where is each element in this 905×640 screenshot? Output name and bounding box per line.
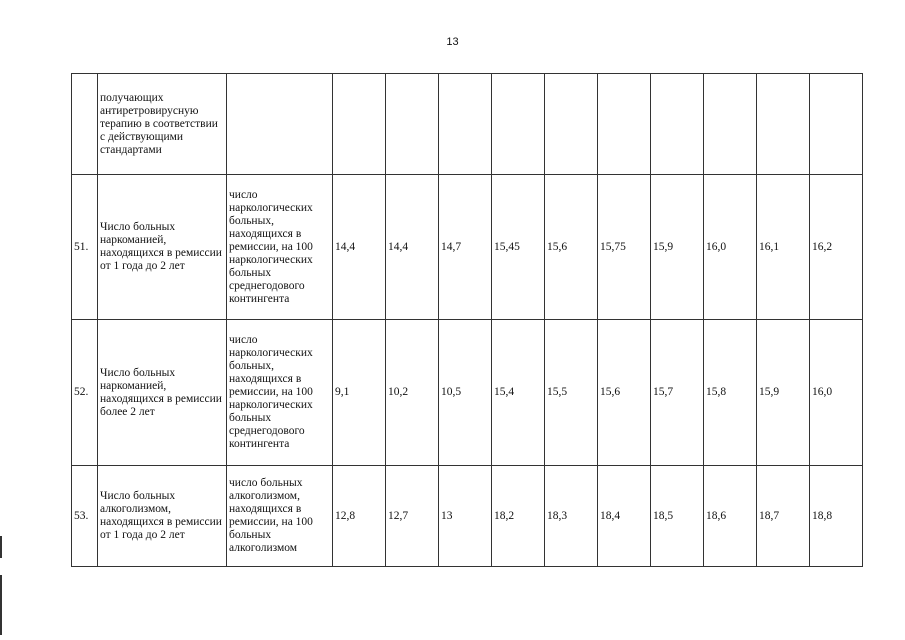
value-cell: 14,4 [333, 175, 386, 320]
value-cell: 12,8 [333, 466, 386, 567]
row-number: 51. [72, 175, 98, 320]
table-row [72, 175, 863, 320]
value-cell: 15,6 [598, 320, 651, 466]
value-cell: 13 [439, 466, 492, 567]
value-cell: 15,75 [598, 175, 651, 320]
value-cell: 18,5 [651, 466, 704, 567]
value-cell [545, 74, 598, 175]
value-cell: 15,7 [651, 320, 704, 466]
indicator-name: Число больных наркоманией, находящихся в ремиссии от 1 года до 2 лет [98, 175, 227, 320]
value-cell: 18,3 [545, 466, 598, 567]
value-cell [386, 74, 439, 175]
value-cell: 18,8 [810, 466, 863, 567]
value-cell: 15,9 [651, 175, 704, 320]
scan-edge-mark [0, 536, 2, 558]
unit-of-measure [227, 74, 333, 175]
value-cell: 15,8 [704, 320, 757, 466]
value-cell: 16,2 [810, 175, 863, 320]
value-cell [439, 74, 492, 175]
value-cell [333, 74, 386, 175]
indicators-table [71, 73, 863, 567]
value-cell: 9,1 [333, 320, 386, 466]
table-row [72, 466, 863, 567]
row-number: 53. [72, 466, 98, 567]
value-cell: 18,4 [598, 466, 651, 567]
table-row [72, 320, 863, 466]
value-cell: 16,0 [810, 320, 863, 466]
page-number: 13 [446, 36, 459, 48]
value-cell: 15,6 [545, 175, 598, 320]
value-cell: 15,9 [757, 320, 810, 466]
value-cell: 16,0 [704, 175, 757, 320]
value-cell: 15,4 [492, 320, 545, 466]
value-cell: 18,6 [704, 466, 757, 567]
value-cell: 12,7 [386, 466, 439, 567]
row-number: 52. [72, 320, 98, 466]
value-cell [704, 74, 757, 175]
value-cell: 10,2 [386, 320, 439, 466]
value-cell: 10,5 [439, 320, 492, 466]
value-cell [598, 74, 651, 175]
value-cell: 14,4 [386, 175, 439, 320]
value-cell [651, 74, 704, 175]
indicator-name: получающих антиретровирусную терапию в соответствии с действующими стандартами [98, 74, 227, 175]
value-cell [757, 74, 810, 175]
value-cell: 15,5 [545, 320, 598, 466]
indicator-name: Число больных алкоголизмом, находящихся в ремиссии от 1 года до 2 лет [98, 466, 227, 567]
row-number [72, 74, 98, 175]
value-cell [492, 74, 545, 175]
indicator-name: Число больных наркоманией, находящихся в ремиссии более 2 лет [98, 320, 227, 466]
table-row [72, 74, 863, 175]
value-cell: 18,7 [757, 466, 810, 567]
value-cell [810, 74, 863, 175]
value-cell: 14,7 [439, 175, 492, 320]
value-cell: 15,45 [492, 175, 545, 320]
value-cell: 16,1 [757, 175, 810, 320]
unit-of-measure: число наркологических больных, находящихся в ремиссии, на 100 наркологических больных среднегодового контингента [227, 175, 333, 320]
scan-edge-mark [0, 575, 2, 635]
value-cell: 18,2 [492, 466, 545, 567]
unit-of-measure: число наркологических больных, находящихся в ремиссии, на 100 наркологических больных среднегодового контингента [227, 320, 333, 466]
unit-of-measure: число больных алкоголизмом, находящихся в ремиссии, на 100 больных алкоголизмом [227, 466, 333, 567]
